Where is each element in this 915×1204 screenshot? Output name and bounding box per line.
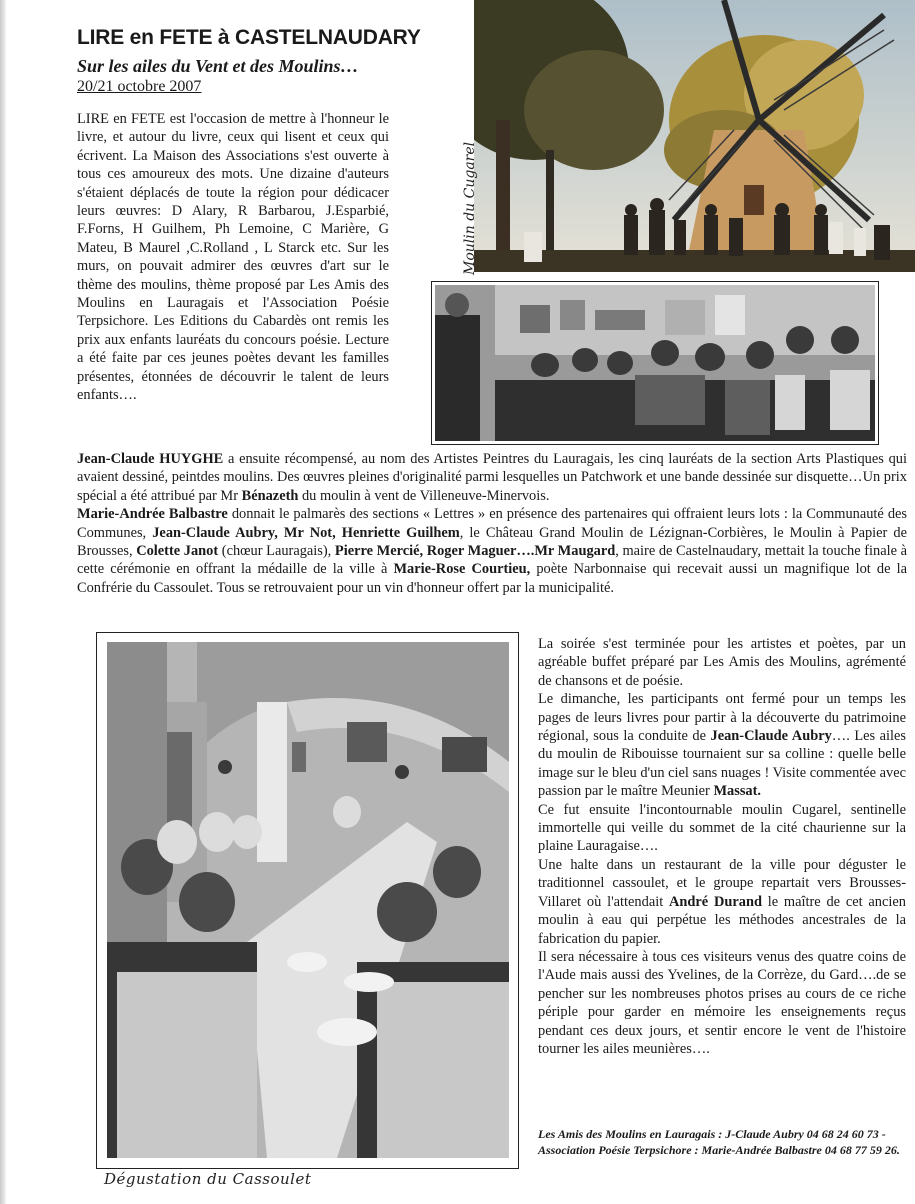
paragraph-text: du moulin à vent de Villeneuve-Minervois. [298, 487, 550, 504]
windmill-photo-caption: Moulin du Cugarel [462, 141, 478, 275]
paragraph-text: Une halte dans un restaurant de la ville pour déguster le traditionnel cassoulet, et le groupe repartait vers Brousses-Villaret où l'attendait [538, 856, 906, 910]
person-name: Jean-Claude Aubry, Mr Not, Henriette Guilhem [152, 524, 460, 541]
person-name: Colette Janot [136, 543, 219, 560]
dinner-photo-caption: Dégustation du Cassoulet [104, 1170, 312, 1188]
contact-info: Les Amis des Moulins en Lauragais : J-Claude Aubry 04 68 24 60 73 - Association Poésie Terpsichore : Marie-Andrée Balbastre 04 68 77 59 26. [538, 1127, 900, 1157]
person-name: Marie-Andrée Balbastre [77, 506, 228, 523]
paragraph-cugarel: Ce fut ensuite l'incontournable moulin Cugarel, sentinelle immortelle qui veille du sommet de la cité chaurienne sur la plaine Lauragaise…. [538, 801, 906, 855]
person-name: Jean-Claude HUYGHE [77, 451, 224, 467]
paragraph-restaurant [538, 856, 906, 948]
paragraph-conclusion: Il sera nécessaire à tous ces visiteurs venus des quatre coins de l'Aude mais aussi des Yvelines, de la Corrèze, du Gard….de se pencher sur les nombreuses photos prises au cours de ce riche périple pour garder en mémoire les enseignements reçus pendant ces deux jours, et sentir encore le vent de l'histoire tourner les ailes meunières…. [538, 948, 906, 1057]
paragraph-buffet: La soirée s'est terminée pour les artistes et poètes, par un agréable buffet préparé par Les Amis des Moulins, agrémenté de chansons et de poésie. [538, 636, 906, 689]
paragraph-text: (chœur Lauragais), [218, 543, 335, 560]
dinner-photo [96, 632, 519, 1169]
intro-paragraph [77, 110, 389, 405]
paragraph-text: , le Château Grand Moulin de Lézignan-Corbières, le Moulin à Papier de Brousses, [77, 524, 907, 560]
person-name: Marie-Rose Courtieu, [393, 561, 531, 578]
person-name: Massat. [713, 783, 762, 800]
awards-paragraph-arts [77, 450, 907, 505]
windmill-photo-drawing [474, 0, 915, 272]
paragraph-sunday [538, 690, 906, 800]
page-binding-shadow [0, 0, 6, 1204]
paragraph-text: Le dimanche, les participants ont fermé pour un temps les pages de leurs livres pour partir à la découverte du patrimoine régional, sous la conduite de [538, 691, 906, 745]
excursion-section [538, 635, 906, 1058]
windmill-photo [474, 0, 915, 272]
article-title: LIRE en FETE à CASTELNAUDARY [77, 26, 421, 49]
person-name: Bénazeth [241, 487, 299, 504]
person-name: Jean-Claude Aubry [710, 728, 832, 745]
meeting-photo [431, 281, 879, 445]
paragraph-text: …. Les ailes du moulin de Ribouisse tournaient sur sa colline : quelle belle image sur le bleu d'un ciel sans nuages ! Visite commentée avec passion par le maître Meunier [538, 728, 906, 800]
paragraph-text: donnait le palmarès des sections « Lettres » en présence des partenaires qui offraient leurs lots : la Communauté des Communes, [77, 506, 907, 541]
awards-paragraph-letters [77, 505, 907, 597]
article-subtitle: Sur les ailes du Vent et des Moulins… [77, 56, 359, 76]
article-date: 20/21 octobre 2007 [77, 78, 202, 95]
meeting-photo-drawing [435, 285, 875, 441]
paragraph-text: poète Narbonnaise qui recevait aussi un magnifique lot de la Confrérie du Cassoulet. Tous se retrouvaient pour un vin d'honneur offert par la municipalité. [77, 561, 907, 596]
intro-text: LIRE en FETE est l'occasion de mettre à l'honneur le livre, et autour du livre, ceux qui lisent et ceux qui écrivent. La Maison des Associations s'est ouverte à tous ces amoureux des mots. Une dizaine d'auteurs s'étaient déplacés de toute la région pour dédicacer leurs œuvres: D Alary, R Barbarou, J.Esparbié, F.Forns, H Guilhem, Ph Lemoine, C Marière, G Mateu, B Maurel ,C.Rolland , L Starck etc. Sur les murs, on pouvait admirer des œuvres d'art sur le thème des moulins, thème proposé par Les Amis des Moulins en Lauragais et l'Association Poésie Terpsichore. Les Editions du Cabardès ont remis les prix aux enfants lauréats du concours poésie. Lecture a été faite par ces jeunes poètes devant les familles présentes, étonnées de découvrir le talent de leurs enfants…. [77, 111, 389, 404]
person-name: Pierre Mercié, Roger Maguer….Mr Maugard [334, 543, 616, 560]
paragraph-text: a ensuite récompensé, au nom des Artistes Peintres du Lauragais, les cinq lauréats de la section Arts Plastiques qui avaient dessiné, peintdes moulins. Des œuvres pleines d'originalité parmi lesquelles un Patchwork et une bande dessinée sur disquette…Un prix spécial a été attribué par Mr [77, 451, 907, 504]
paragraph-text: , maire de Castelnaudary, mettait la touche finale à cette cérémonie en offrant la médaille de la ville à [77, 543, 907, 578]
person-name: André Durand [669, 893, 762, 910]
dinner-photo-drawing [107, 642, 509, 1158]
awards-section [77, 450, 907, 597]
paragraph-text: le maître de cet ancien moulin à eau qui perpétue les méthodes ancestrales de la fabrication du papier. [538, 893, 906, 947]
